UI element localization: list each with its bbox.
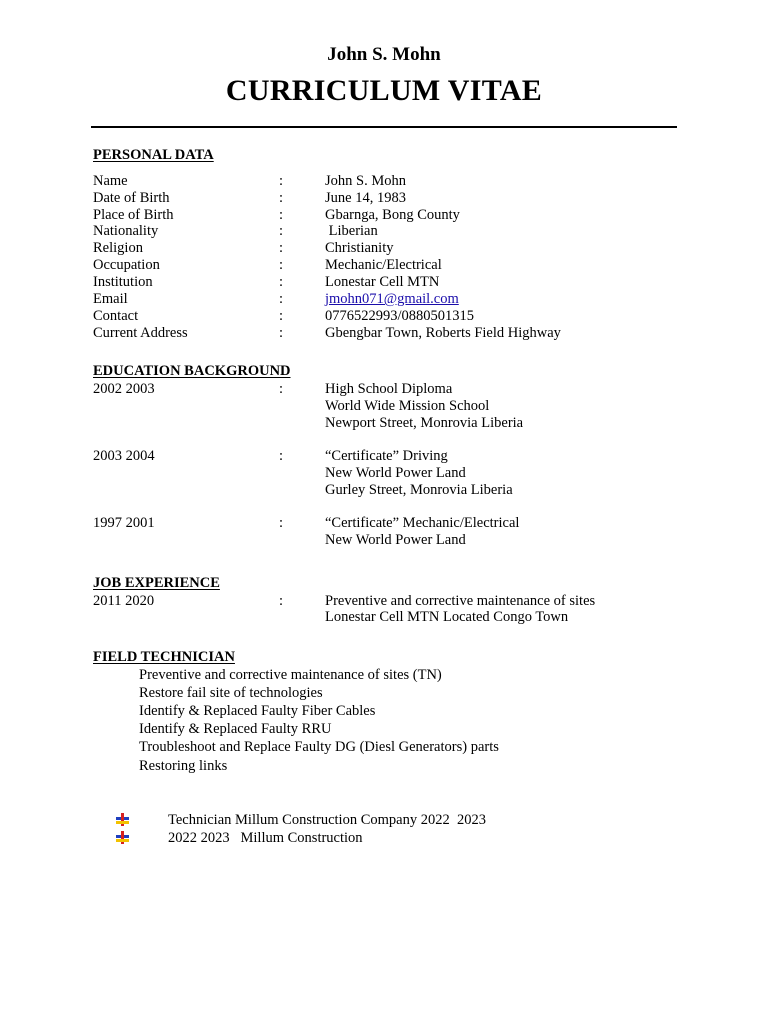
field-separator: : [279,448,284,464]
field-separator: : [279,207,284,223]
duty-item: Preventive and corrective maintenance of sites (TN) [139,667,442,683]
duty-item: Restore fail site of technologies [139,685,323,701]
field-label: Institution [93,274,153,290]
personal-row-religion [0,240,768,257]
field-label: Religion [93,240,143,256]
cross-bullet-icon [116,831,129,844]
field-label: Date of Birth [93,190,170,206]
field-separator: : [279,593,284,609]
personal-row-name [0,173,768,190]
entry-line: Preventive and corrective maintenance of sites [325,593,596,609]
field-value: June 14, 1983 [325,190,406,206]
period-label: 2011 2020 [93,593,155,609]
job-experience-heading: JOB EXPERIENCE [93,575,220,591]
personal-row-current-address [0,325,768,342]
field-value: Gbengbar Town, Roberts Field Highway [325,325,561,341]
bullet-item [0,811,768,829]
field-separator: : [279,240,284,256]
personal-row-contact [0,308,768,325]
field-label: Occupation [93,257,160,273]
field-value: Mechanic/Electrical [325,257,442,273]
bullet-text: 2022 2023 Millum Construction [168,830,363,846]
duty-item: Identify & Replaced Faulty Fiber Cables [139,703,376,719]
job-entry-1 [0,593,768,610]
entry-line: “Certificate” Mechanic/Electrical [325,515,520,531]
field-separator: : [279,190,284,206]
field-separator: : [279,173,284,189]
field-label: Current Address [93,325,188,341]
period-label: 2003 2004 [93,448,155,464]
personal-row-nationality [0,223,768,240]
field-value: Lonestar Cell MTN [325,274,440,290]
field-separator: : [279,308,284,324]
entry-line: Newport Street, Monrovia Liberia [325,415,524,431]
personal-row-place-of-birth [0,207,768,224]
field-separator: : [279,515,284,531]
entry-line: New World Power Land [325,465,466,481]
period-label: 1997 2001 [93,515,155,531]
cross-bullet-icon [116,813,129,826]
entry-line: Lonestar Cell MTN Located Congo Town [325,609,569,625]
field-separator: : [279,274,284,290]
field-technician-heading: FIELD TECHNICIAN [93,649,235,665]
duty-item: Restoring links [139,758,228,774]
personal-row-institution [0,274,768,291]
field-value: John S. Mohn [325,173,406,189]
field-label: Email [93,291,128,307]
field-value: Gbarnga, Bong County [325,207,460,223]
field-value: Liberian [325,223,378,239]
duty-item: Troubleshoot and Replace Faulty DG (Diesl Generators) parts [139,739,499,755]
field-separator: : [279,325,284,341]
field-label: Contact [93,308,139,324]
field-separator: : [279,257,284,273]
email-link[interactable]: jmohn071@gmail.com [325,291,459,307]
entry-line: Gurley Street, Monrovia Liberia [325,482,513,498]
field-separator: : [279,291,284,307]
personal-row-date-of-birth [0,190,768,207]
entry-line: World Wide Mission School [325,398,490,414]
cv-title: CURRICULUM VITAE [225,74,543,107]
entry-line: High School Diploma [325,381,453,397]
duty-item: Identify & Replaced Faulty RRU [139,721,332,737]
personal-row-occupation [0,257,768,274]
bullet-item [0,829,768,847]
education-heading: EDUCATION BACKGROUND [93,363,291,379]
title-divider [91,126,677,128]
field-separator: : [279,223,284,239]
entry-line: “Certificate” Driving [325,448,448,464]
education-entry-3 [0,515,768,532]
education-entry-1 [0,381,768,398]
entry-line: New World Power Land [325,532,466,548]
cv-name-heading: John S. Mohn [327,44,441,65]
personal-row-email [0,291,768,308]
field-value: 0776522993/0880501315 [325,308,475,324]
education-entry-2 [0,448,768,465]
bullet-text: Technician Millum Construction Company 2022 2023 [168,812,486,828]
field-label: Place of Birth [93,207,174,223]
field-separator: : [279,381,284,397]
field-label: Name [93,173,128,189]
field-label: Nationality [93,223,159,239]
period-label: 2002 2003 [93,381,155,397]
field-value: Christianity [325,240,394,256]
personal-data-heading: PERSONAL DATA [93,147,214,163]
